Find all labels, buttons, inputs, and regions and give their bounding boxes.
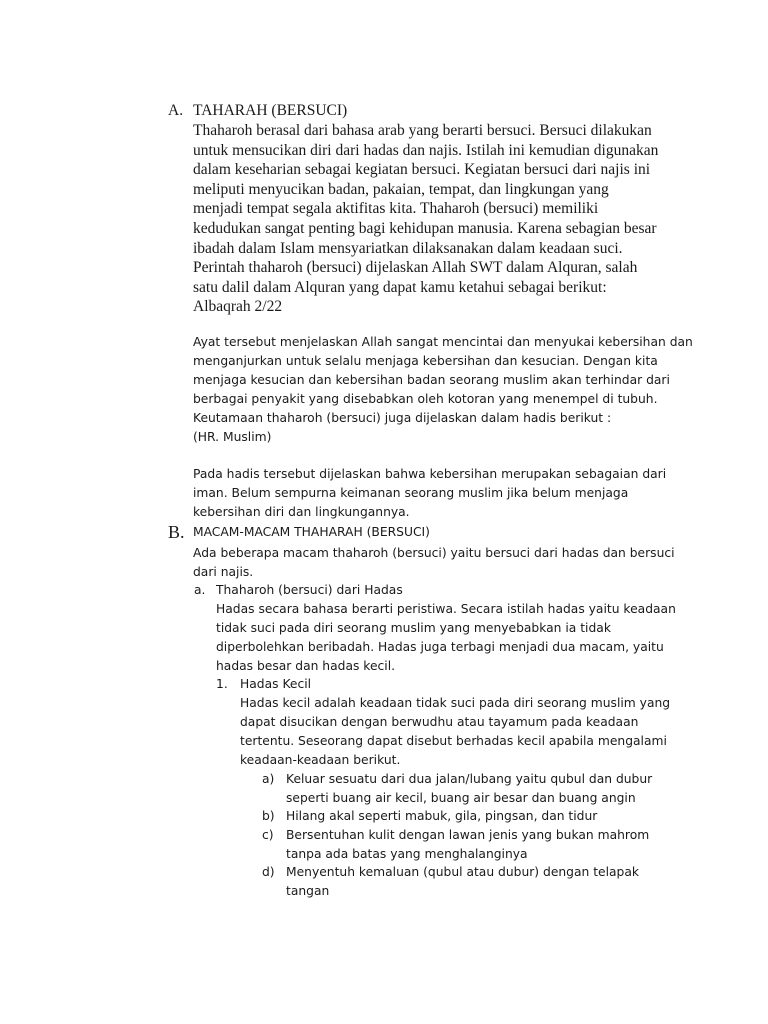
text-line: kebersihan diri dan lingkungannya. bbox=[193, 505, 410, 520]
section-a-paragraph-2 bbox=[193, 333, 693, 448]
text-line: satu dalil dalam Alquran yang dapat kamu ketahui sebagai berikut: bbox=[193, 278, 607, 296]
section-a-title: TAHARAH (BERSUCI) bbox=[193, 102, 348, 119]
text-line: Hadas secara bahasa berarti peristiwa. Secara istilah hadas yaitu keadaan bbox=[216, 602, 676, 616]
text-line: tertentu. Seseorang dapat disebut berhadas kecil apabila mengalami bbox=[240, 734, 667, 749]
text-line: ibadah dalam Islam mensyariatkan dilaksanakan dalam keadaan suci. bbox=[193, 239, 623, 257]
list-marker: a) bbox=[262, 772, 275, 786]
text-line: menganjurkan untuk selalu menjaga kebersihan dan kesucian. Dengan kita bbox=[193, 354, 658, 369]
text-line: Albaqrah 2/22 bbox=[193, 298, 283, 316]
list-marker: d) bbox=[262, 865, 275, 879]
text-line: untuk mensucikan diri dari hadas dan najis. Istilah ini kemudian digunakan bbox=[193, 141, 659, 159]
text-line: diperbolehkan beribadah. Hadas juga terbagi menjadi dua macam, yaitu bbox=[216, 640, 664, 655]
text-line: Bersentuhan kulit dengan lawan jenis yang bukan mahrom bbox=[286, 828, 650, 842]
text-line: Keluar sesuatu dari dua jalan/lubang yaitu qubul dan dubur bbox=[286, 772, 653, 786]
section-b-marker: B. bbox=[168, 522, 185, 542]
text-line: hadas besar dan hadas kecil. bbox=[216, 659, 396, 674]
text-line: Menyentuh kemaluan (qubul atau dubur) dengan telapak bbox=[286, 865, 640, 879]
text-line: tidak suci pada diri seorang muslim yang menyebabkan ia tidak bbox=[216, 621, 611, 636]
text-line: Keutamaan thaharoh (bersuci) juga dijelaskan dalam hadis berikut : bbox=[193, 411, 612, 426]
sub-a-paragraph bbox=[216, 600, 676, 676]
item-1-marker: 1. bbox=[216, 677, 228, 691]
text-line: seperti buang air kecil, buang air besar dan buang angin bbox=[286, 791, 636, 806]
text-line: dapat disucikan dengan berwudhu atau tayamum pada keadaan bbox=[240, 715, 639, 730]
section-b-title: MACAM-MACAM THAHARAH (BERSUCI) bbox=[193, 525, 430, 539]
text-line: Hilang akal seperti mabuk, gila, pingsan, dan tidur bbox=[286, 809, 598, 823]
section-a-paragraph bbox=[193, 121, 658, 317]
text-line: meliputi menyucikan badan, pakaian, tempat, dan lingkungan yang bbox=[193, 180, 609, 198]
text-line: keadaan-keadaan berikut. bbox=[240, 753, 401, 768]
section-b-intro bbox=[193, 544, 675, 582]
section-a-marker: A. bbox=[168, 102, 184, 119]
text-line: kedudukan sangat penting bagi kehidupan manusia. Karena sebagian besar bbox=[193, 219, 657, 237]
text-line: Ada beberapa macam thaharoh (bersuci) yaitu bersuci dari hadas dan bersuci bbox=[193, 546, 675, 560]
sub-a-marker: a. bbox=[194, 583, 206, 597]
text-line: iman. Belum sempurna keimanan seorang muslim jika belum menjaga bbox=[193, 486, 629, 501]
text-line: berbagai penyakit yang disebabkan oleh kotoran yang menempel di tubuh. bbox=[193, 392, 658, 407]
text-line: Thaharoh berasal dari bahasa arab yang berarti bersuci. Bersuci dilakukan bbox=[193, 122, 652, 139]
text-line: dalam keseharian sebagai kegiatan bersuci. Kegiatan bersuci dari najis ini bbox=[193, 161, 651, 179]
text-line: menjadi tempat segala aktifitas kita. Thaharoh (bersuci) memiliki bbox=[193, 200, 599, 218]
text-line: Hadas kecil adalah keadaan tidak suci pada diri seorang muslim yang bbox=[240, 696, 671, 710]
text-line: (HR. Muslim) bbox=[193, 430, 272, 445]
text-line: Ayat tersebut menjelaskan Allah sangat mencintai dan menyukai kebersihan dan bbox=[193, 335, 693, 349]
text-line: tangan bbox=[286, 884, 330, 899]
section-a-paragraph-3 bbox=[193, 465, 666, 522]
item-1-paragraph bbox=[240, 694, 670, 770]
list-marker: c) bbox=[262, 828, 274, 842]
item-1-title: Hadas Kecil bbox=[240, 677, 312, 691]
sub-a-title: Thaharoh (bersuci) dari Hadas bbox=[216, 583, 403, 597]
text-line: tanpa ada batas yang menghalanginya bbox=[286, 847, 528, 862]
text-line: Perintah thaharoh (bersuci) dijelaskan Allah SWT dalam Alquran, salah bbox=[193, 259, 638, 277]
text-line: Pada hadis tersebut dijelaskan bahwa kebersihan merupakan sebagaian dari bbox=[193, 467, 667, 481]
text-line: dari najis. bbox=[193, 565, 254, 580]
list-marker: b) bbox=[262, 809, 275, 823]
text-line: menjaga kesucian dan kebersihan badan seorang muslim akan terhindar dari bbox=[193, 373, 670, 388]
